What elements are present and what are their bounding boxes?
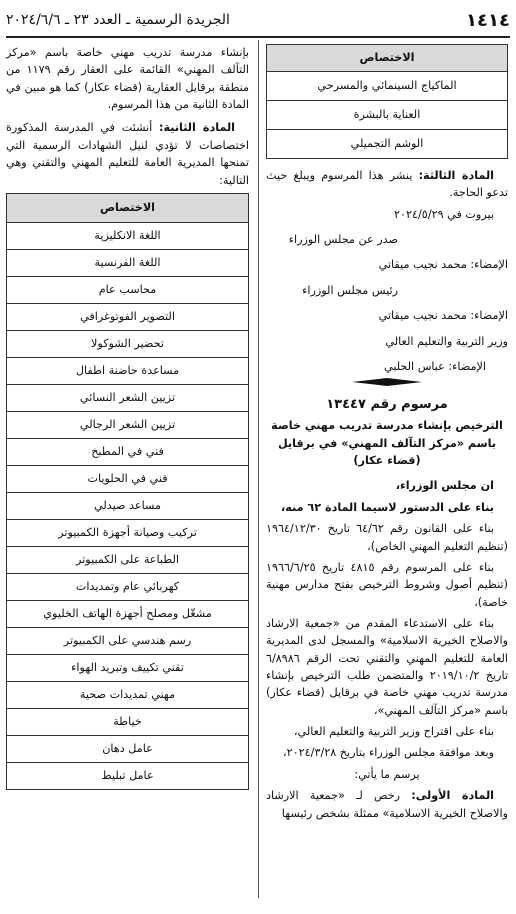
publication-title: الجريدة الرسمية ـ العدد ٢٣ ـ ٢٠٢٤/٦/٦ [6,12,230,28]
specialty-cell: عامل تبليط [7,762,249,789]
specialty-cell: مساعد صيدلي [7,492,249,519]
table-row [7,573,249,600]
article-1 [266,787,508,822]
article-text: رخص لـ «جمعية الارشاد والاصلاح الخيرية الاسلامية» ممثلة بشخص رئيسها [266,789,508,820]
article-label: المادة الأولى: [411,789,494,803]
specialty-cell: اللغة الفرنسية [7,249,249,276]
article-label: المادة الثالثة: [418,169,495,182]
table-row [7,438,249,465]
table-row [267,72,508,101]
table-row [267,130,508,159]
table-row [7,492,249,519]
specialties-table-left [6,193,249,790]
column-divider [258,40,259,898]
date-line: بيروت في ٢٠٢٤/٥/٢٩ [394,207,494,221]
table-row [7,249,249,276]
table-row [7,465,249,492]
specialties-table-left-body [7,193,249,789]
specialty-cell: الماكياج السينمائي والمسرحي [267,72,508,101]
specialty-cell: كهربائي عام وتمديدات [7,573,249,600]
table-row [7,627,249,654]
table-row [7,681,249,708]
specialty-cell: العناية بالبشرة [267,101,508,130]
specialty-cell: اللغة الانكليزية [7,222,249,249]
signature-minister: الإمضاء: عباس الحلبي [384,359,486,373]
basis-proposal: بناء على اقتراح وزير التربية والتعليم العالي، [293,725,494,739]
table-row [7,303,249,330]
signature-pm-2: الإمضاء: محمد نجيب ميقاتي [378,309,508,323]
right-column [266,44,508,826]
page-header [6,10,510,34]
signature-pm: الإمضاء: محمد نجيب ميقاتي [378,258,508,272]
specialties-table-right [266,44,508,159]
table-row [7,357,249,384]
table-row [7,600,249,627]
specialty-cell: الطباعة على الكمبيوتر [7,546,249,573]
specialty-cell: تزيين الشعر النسائي [7,384,249,411]
signature-block [266,206,508,376]
table-row [7,222,249,249]
table-row [7,654,249,681]
table-row [7,708,249,735]
article-3 [266,167,508,202]
specialty-cell: تركيب وصيانة أجهزة الكمبيوتر [7,519,249,546]
basis-request: بناء على الاستدعاء المقدم من «جمعية الارشاد والاصلاح الخيرية الاسلامية» والمسجل لدى المديرية العامة للتعليم المهني والتقني تحت الرقم ٦/٨٩٨٦ تاريخ ٢٠١٩/١٠/٢ والمتضمن طلب الترخيص بإنشاء مدرسة تدريب مهني خاصة في برقايل (قضاء عكار) باسم «مركز التآلف المهني»، [266,616,508,717]
section-divider [352,377,422,387]
specialty-cell: خياطة [7,708,249,735]
specialty-cell: مهني تمديدات صحية [7,681,249,708]
table-row [7,735,249,762]
table-row [7,411,249,438]
article-label: المادة الثانية: [159,121,235,135]
issued-by: صدر عن مجلس الوزراء [288,233,398,247]
table-row [7,546,249,573]
table-header: الاختصاص [7,193,249,222]
decree-number: مرسوم رقم ١٣٤٤٧ [326,397,448,413]
decrees-line: يرسم ما يأتي: [354,767,420,781]
article-2 [6,119,249,188]
specialty-cell: تحضير الشوكولا [7,330,249,357]
table-row [7,519,249,546]
table-row [7,762,249,789]
specialty-cell: الوشم التجميلي [267,130,508,159]
specialty-cell: التصوير الفوتوغرافي [7,303,249,330]
basis-law: بناء على القانون رقم ٦٤/٦٢ تاريخ ١٩٦٤/١٢/٣٠ (تنظيم التعليم المهني الخاص)، [266,522,508,553]
table-row [7,384,249,411]
intro-paragraph: بإنشاء مدرسة تدريب مهني خاصة باسم «مركز التآلف المهني» القائمة على العقار رقم ١١٧٩ من منطقة برقايل العقارية (قضاء عكار) كما هو مبين في المادة الثانية من هذا المرسوم. [6,46,249,112]
minister-title: وزير التربية والتعليم العالي [385,334,508,348]
basis-decree: بناء على المرسوم رقم ٤٨١٥ تاريخ ١٩٦٦/٦/٢٥ (تنظيم أصول وشروط الترخيص بفتح مدارس مهنية خاصة)، [266,560,508,609]
table-header: الاختصاص [267,45,508,72]
decree-title: الترخيص بإنشاء مدرسة تدريب مهني خاصة باسم «مركز التآلف المهني» في برقايل (قضاء عكار) [271,419,503,468]
table-row [267,101,508,130]
specialty-cell: تقني تكييف وتبريد الهواء [7,654,249,681]
specialty-cell: فني في المطبخ [7,438,249,465]
specialty-cell: مساعدة حاضنة اطفال [7,357,249,384]
page-number: ١٤١٤ [466,10,510,31]
specialty-cell: رسم هندسي على الكمبيوتر [7,627,249,654]
basis-approval: وبعد موافقة مجلس الوزراء بتاريخ ٢٠٢٤/٣/٢٨، [283,746,494,760]
article-text: ينشر هذا المرسوم ويبلغ حيث تدعو الحاجة. [266,169,508,200]
specialty-cell: تزيين الشعر الرجالي [7,411,249,438]
specialty-cell: محاسب عام [7,276,249,303]
specialty-cell: فني في الحلويات [7,465,249,492]
header-rule [6,36,510,38]
left-column [6,44,249,790]
specialties-table-right-body [267,45,508,159]
specialty-cell: مشغّل ومصلح أجهزة الهاتف الخليوي [7,600,249,627]
article-text: أنشئت في المدرسة المذكورة اختصاصات لا تؤدي لنيل الشهادات الرسمية التي تمنحها المديرية العامة للتعليم المهني والتقني وهي التالية: [6,121,249,187]
pm-title: رئيس مجلس الوزراء [302,283,398,297]
council-intro: ان مجلس الوزراء، [395,479,494,493]
basis-constitution: بناء على الدستور لاسيما المادة ٦٢ منه، [280,500,494,514]
table-row [7,276,249,303]
table-row [7,330,249,357]
specialty-cell: عامل دهان [7,735,249,762]
